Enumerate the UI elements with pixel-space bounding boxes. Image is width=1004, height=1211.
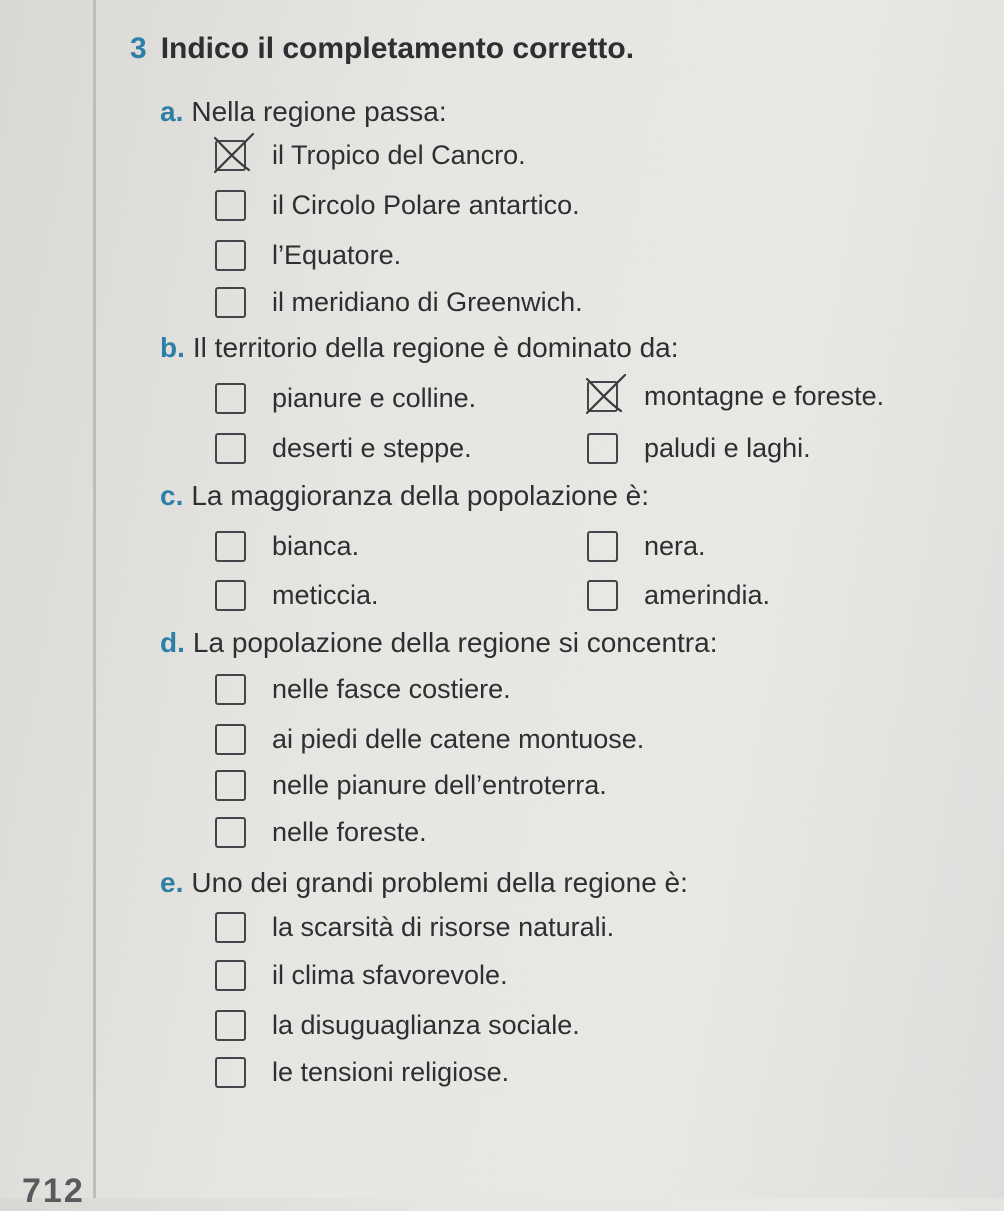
question-text: Il territorio della regione è dominato da: [192, 332, 679, 363]
option-label: pianure e colline. [272, 383, 477, 413]
question-letter: d. [160, 627, 185, 658]
option-c-2[interactable] [587, 531, 706, 562]
question-e [160, 867, 688, 899]
option-a-4[interactable] [215, 287, 583, 318]
option-label: nelle fasce costiere. [272, 674, 511, 704]
option-a-3[interactable] [215, 240, 401, 271]
option-label: la disuguaglianza sociale. [272, 1010, 580, 1040]
option-label: le tensioni religiose. [272, 1057, 510, 1087]
option-d-3[interactable] [215, 770, 607, 801]
option-c-4[interactable] [587, 580, 770, 611]
option-label: la scarsità di risorse naturali. [272, 912, 615, 942]
option-b-2[interactable] [587, 381, 884, 412]
checkbox[interactable] [215, 433, 246, 464]
question-letter: b. [160, 332, 185, 363]
option-b-3[interactable] [215, 433, 472, 464]
option-label: il Circolo Polare antartico. [272, 190, 580, 220]
option-c-1[interactable] [215, 531, 359, 562]
option-d-4[interactable] [215, 817, 427, 848]
question-text: La popolazione della regione si concentra: [192, 627, 718, 658]
option-label: il meridiano di Greenwich. [272, 287, 583, 317]
option-label: deserti e steppe. [272, 433, 472, 463]
question-text: Uno dei grandi problemi della regione è: [191, 867, 688, 898]
checkbox[interactable] [215, 960, 246, 991]
option-label: amerindia. [644, 580, 771, 610]
checkbox[interactable] [215, 383, 246, 414]
checkbox[interactable] [215, 140, 246, 171]
option-label: meticcia. [272, 580, 379, 610]
checkbox[interactable] [215, 190, 246, 221]
checkbox[interactable] [587, 433, 618, 464]
option-b-1[interactable] [215, 383, 476, 414]
option-label: il Tropico del Cancro. [272, 140, 526, 170]
checkbox[interactable] [215, 287, 246, 318]
option-a-2[interactable] [215, 190, 580, 221]
checkbox[interactable] [215, 770, 246, 801]
checkbox[interactable] [587, 531, 618, 562]
option-label: nera. [644, 531, 706, 561]
exercise-number: 3 [130, 32, 147, 65]
question-d [160, 627, 717, 659]
question-c [160, 480, 649, 512]
option-a-1[interactable] [215, 140, 526, 171]
option-label: l’Equatore. [272, 240, 402, 270]
option-label: nelle pianure dell’entroterra. [272, 770, 607, 800]
checkbox[interactable] [215, 1057, 246, 1088]
checkbox[interactable] [587, 381, 618, 412]
checkbox[interactable] [215, 724, 246, 755]
question-letter: e. [160, 867, 184, 898]
option-c-3[interactable] [215, 580, 379, 611]
option-b-4[interactable] [587, 433, 811, 464]
option-e-3[interactable] [215, 1010, 580, 1041]
checkbox[interactable] [215, 580, 246, 611]
option-e-2[interactable] [215, 960, 508, 991]
option-e-1[interactable] [215, 912, 614, 943]
question-a [160, 96, 447, 128]
check-x-icon [581, 373, 627, 419]
question-b [160, 332, 679, 364]
checkbox[interactable] [215, 1010, 246, 1041]
check-x-icon [209, 132, 255, 178]
checkbox[interactable] [215, 912, 246, 943]
page-number: 712 [22, 1172, 85, 1210]
checkbox[interactable] [215, 531, 246, 562]
option-label: ai piedi delle catene montuose. [272, 724, 645, 754]
question-letter: c. [160, 480, 184, 511]
question-text: Nella regione passa: [191, 96, 447, 127]
page-margin-rule [93, 0, 96, 1198]
option-e-4[interactable] [215, 1057, 509, 1088]
option-d-2[interactable] [215, 724, 644, 755]
checkbox[interactable] [215, 240, 246, 271]
checkbox[interactable] [215, 817, 246, 848]
checkbox[interactable] [215, 674, 246, 705]
question-text: La maggioranza della popolazione è: [191, 480, 650, 511]
question-letter: a. [160, 96, 184, 127]
option-label: montagne e foreste. [644, 381, 885, 411]
option-label: il clima sfavorevole. [272, 960, 508, 990]
option-label: bianca. [272, 531, 360, 561]
option-d-1[interactable] [215, 674, 511, 705]
exercise-instruction: Indico il completamento corretto. [160, 32, 635, 65]
exercise-title [130, 32, 634, 66]
option-label: nelle foreste. [272, 817, 427, 847]
checkbox[interactable] [587, 580, 618, 611]
option-label: paludi e laghi. [644, 433, 811, 463]
